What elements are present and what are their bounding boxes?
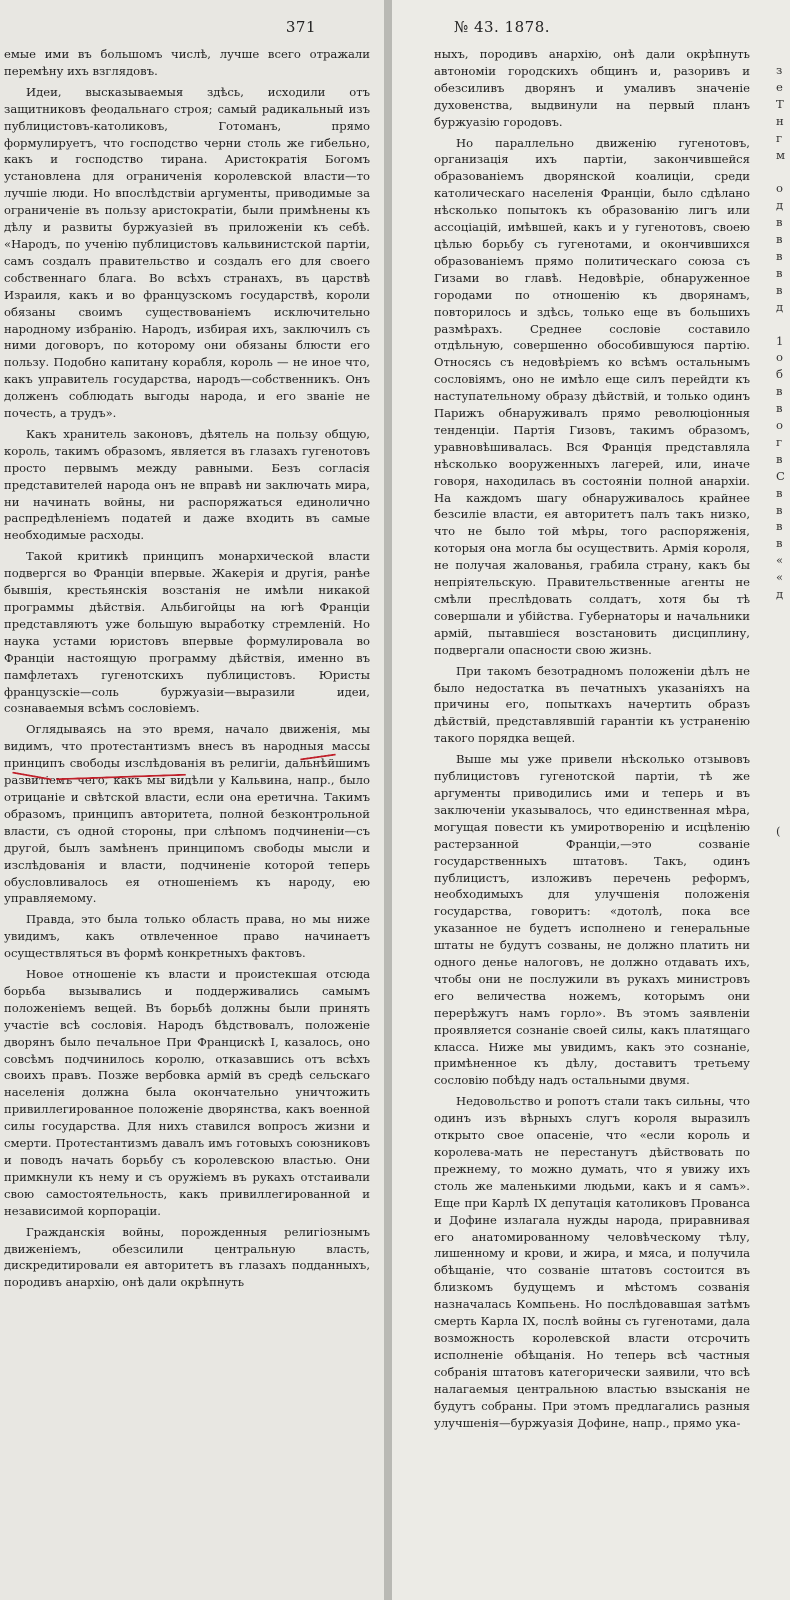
paragraph: Гражданскія войны, порожденныя религіознымъ движеніемъ, обезсилили центральную власть, дискредитировали ея авторитетъ въ глазахъ подданныхъ, породивъ анархію, онѣ дали окрѣпнуть <box>4 1224 370 1290</box>
page-number: 371 <box>285 18 316 36</box>
paragraph: Но параллельно движенію гугенотовъ, организація ихъ партіи, закончившейся образованіемъ дворянской коалиціи, среди католическаго населенія Франціи, было сдѣлано нѣсколько попытокъ къ образованію лигъ или ассоціацій, имѣвшей, какъ и у гугенотовъ, своею цѣлью борьбу съ гугенотами, и окончившихся образованіемъ прямо политическаго союза съ Гизами во главѣ. Недовѣріе, обнаруженное городами по отношенію къ дворянамъ, повторилось и здѣсь, только еще въ большихъ размѣрахъ. Среднее сословіе составило отдѣльную, совершенно обособившуюся партію. Относясь съ недовѣріемъ ко всѣмъ остальнымъ сословіямъ, оно не имѣло еще силъ перейдти къ наступательному образу дѣйствій, и только одинъ Парижъ обнаруживалъ прямо революціонныя тенденціи. Партія Гизовъ, такимъ образомъ, уравновѣшивалась. Вся Франція представляла нѣсколько вооруженныхъ лагерей, или, иначе говоря, находилась въ состояніи полной анархіи. На каждомъ шагу обнаруживалось крайнее безсиліе власти, ея авторитетъ палъ такъ низко, что не было той мѣры, того распоряженія, которыя она могла бы осуществить. Армія короля, не получая жалованья, грабила страну, какъ бы непріятельскую. Правительственные агенты не смѣли преслѣдовать солдатъ, хотя бы тѣ совершали и убійства. Губернаторы и начальники армій, пытавшіеся возстановить дисциплину, подвергали опасности свою жизнь. <box>434 135 750 657</box>
left-text-column <box>4 46 370 1291</box>
issue-header: № 43. 1878. <box>454 18 551 36</box>
paragraph: Какъ хранитель законовъ, дѣятель на пользу общую, король, такимъ образомъ, является въ глазахъ гугенотовъ просто первымъ между равными. Безъ согласія представителей народа онъ не вправѣ ни заключать мира, ни начинать войны, ни распоряжаться единолично распредѣленіемъ податей и даже входить въ самые необходимые расходы. <box>4 426 370 543</box>
paragraph: Новое отношеніе къ власти и проистекшая отсюда борьба вызывались и поддерживались самымъ положеніемъ вещей. Въ борьбѣ должны были принять участіе всѣ сословія. Народъ бѣдствовалъ, положеніе дворянъ было печальное При Францискѣ I, казалось, оно совсѣмъ подчинилось королю, отказавшись отъ всѣхъ своихъ правъ. Позже вербовка армій въ средѣ сельскаго населенія должна была окончательно уничтожить привиллегированное положеніе дворянства, какъ военной силы государства. Для нихъ ставился вопросъ жизни и смерти. Протестантизмъ давалъ имъ готовыхъ союзниковъ и поводъ начать борьбу съ королевскою властью. Они примкнули къ нему и съ оружіемъ въ рукахъ отстаивали свою самостоятельность, какъ привиллегированной и независимой корпораціи. <box>4 967 370 1218</box>
book-gutter <box>384 0 392 1600</box>
paragraph: При такомъ безотрадномъ положеніи дѣлъ не было недостатка въ печатныхъ указаніяхъ на причины его, попыткахъ начертить образъ дѣйствій, представлявшій гарантіи къ устраненію такого порядка вещей. <box>434 663 750 746</box>
adjacent-column-edge: з е Т н г м о д в в в в в д 1 о б в в о г в С в в в в « « д ( <box>776 63 786 838</box>
paragraph: емые ими въ большомъ числѣ, лучше всего отражали перемѣну ихъ взглядовъ. <box>4 47 370 78</box>
right-page <box>392 0 790 1600</box>
right-text-column <box>434 46 750 1431</box>
paragraph: Правда, это была только область права, но мы ниже увидимъ, какъ отвлеченное право начинаетъ осуществляться въ формѣ конкретныхъ фактовъ. <box>4 912 370 961</box>
paragraph: Такой критикѣ принципъ монархической власти подвергся во Франціи впервые. Жакерія и другія, ранѣе бывшія, крестьянскія возстанія не имѣли никакой программы дѣйствія. Альбигойцы на югѣ Франціи представляютъ уже большую выработку стремленій. Но наука устами юристовъ впервые формулировала во Франціи настоящую программу дѣйствія, именно въ памфлетахъ гугенотскихъ публицистовъ. Юристы французскіе—соль буржуазіи—выразили идеи, сознаваемыя всѣмъ сословіемъ. <box>4 549 370 716</box>
left-page <box>0 0 384 1600</box>
paragraph: Недовольство и ропотъ стали такъ сильны, что одинъ изъ вѣрныхъ слугъ короля выразилъ открыто свое опасеніе, что «если король и королева-мать не перестанутъ дѣйствовать по прежнему, то можно думать, что я увижу ихъ столь же маленькими людьми, какъ и я самъ». Еще при Карлѣ IX депутація католиковъ Прованса и Дофине излагала нужды народа, приравнивая его анатомированному человѣческому тѣлу, лишенному и крови, и жира, и мяса, и получила обѣщаніе, что созваніе штатовъ состоится въ близкомъ будущемъ и мѣстомъ созванія назначалась Компьень. Но послѣдовавшая затѣмъ смерть Карла IX, послѣ войны съ гугенотами, дала возможность королевской власти отсрочить исполненіе обѣщанія. Но теперь всѣ частныя собранія штатовъ категорически заявили, что всѣ налагаемыя центральною властью взысканія не будутъ собраны. При этомъ предлагались разныя улучшенія—буржуазія Дофине, напр., прямо ука- <box>434 1094 750 1430</box>
paragraph: Оглядываясь на это время, начало движенія, мы видимъ, что протестантизмъ внесъ въ народныя массы принципъ свободы изслѣдованія въ религіи, дальнѣйшимъ развитіемъ чего, какъ мы видѣли у Кальвина, напр., было отрицаніе и свѣтской власти, если она еретична. Такимъ образомъ, принципъ авторитета, полной безконтрольной власти, съ одной стороны, при слѣпомъ подчиненіи—съ другой, былъ замѣненъ принципомъ свободы мысли и изслѣдованія и власти, подчиненіе которой теперь обусловливалось ея отношеніемъ къ народу, ею управляемому. <box>4 722 370 906</box>
paragraph: Идеи, высказываемыя здѣсь, исходили отъ защитниковъ феодальнаго строя; самый радикальный изъ публицистовъ-католиковъ, Готоманъ, прямо формулируетъ, что господство черни столь же гибельно, какъ и господство тирана. Аристократія Богомъ установлена для ограниченія королевской власти—то лучшіе люди. Но впослѣдствіи аргументы, приводимые за ограниченіе въ пользу аристократіи, были примѣнены къ дѣлу и развиты буржуазіей въ приложеніи къ себѣ. «Народъ, по ученію публицистовъ кальвинистской партіи, самъ создалъ правительство и создалъ его для своего собственнаго блага. Во всѣхъ странахъ, въ царствѣ Израиля, какъ и во французскомъ государствѣ, короли обязаны своимъ существованіемъ исключительно народному избранію. Народъ, избирая ихъ, заключилъ съ ними договоръ, по которому они обязаны блюсти его пользу. Подобно капитану корабля, король — не иное что, какъ управитель государства, народъ—собственникъ. Онъ долженъ соблюдать выгоды народа, и его званіе не почесть, а трудъ». <box>4 84 370 421</box>
paragraph: Выше мы уже привели нѣсколько отзывовъ публицистовъ гугенотской партіи, тѣ же аргументы приводились ими и теперь и въ заключеніи указывалось, что единственная мѣра, могущая повести къ умиротворенію и исцѣленію растерзанной Франціи,—это созваніе государственныхъ штатовъ. Такъ, одинъ публицистъ, изложивъ перечень реформъ, необходимыхъ для улучшенія положенія государства, говоритъ: «дотолѣ, пока все указанное не будетъ исполнено и генеральные штаты не будутъ созваны, не должно платить ни одного денье налоговъ, не должно отдавать ихъ, чтобы они не послужили въ рукахъ министровъ его величества ножемъ, которымъ они перерѣжутъ намъ горло». Въ этомъ заявленіи проявляется сознаніе своей силы, какъ платящаго класса. Ниже мы увидимъ, какъ это сознаніе, примѣненное къ дѣлу, доставитъ третьему сословію побѣду надъ остальными двумя. <box>434 752 750 1088</box>
paragraph: ныхъ, породивъ анархію, онѣ дали окрѣпнуть автономіи городскихъ общинъ и, разоривъ и обезсиливъ дворянъ и умаливъ значеніе духовенства, выдвинули на первый планъ буржуазію городовъ. <box>434 47 750 129</box>
